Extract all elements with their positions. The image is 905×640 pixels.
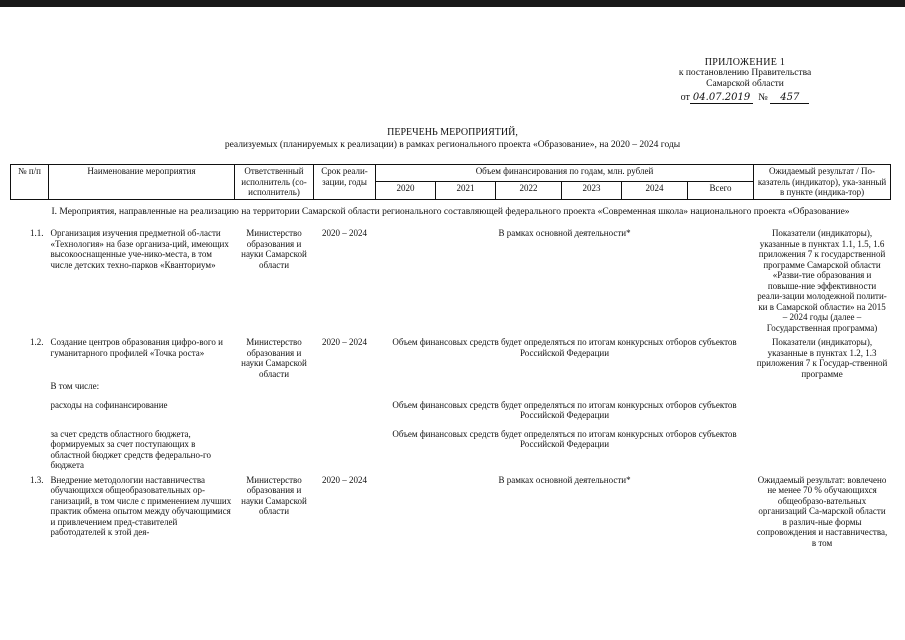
funding-note: Объем финансовых средств будет определяться по итогам конкурсных отборов субъектов Российской Федерации (392, 399, 737, 420)
document-subtitle: реализуемых (планируемых к реализации) в рамках регионального проекта «Образование», на 2020 – 2024 годы (224, 140, 681, 150)
executor: Министерство образования и науки Самарской области (241, 337, 307, 379)
appendix-heading: ПРИЛОЖЕНИЕ 1 (704, 57, 786, 68)
expected-result: Показатели (индикаторы), указанные в пунктах 1.1, 1.5, 1.6 приложения 7 к государственной программе Самарской области «Разви-тие образования и повыше-ние эффективности реали-зации молодежной полити-ки в Самарской области» на 2015 – 2024 годы (далее – Государственная программа) (757, 228, 887, 333)
header-num: № п/п (11, 165, 49, 200)
header-year-2021: 2021 (436, 182, 496, 199)
header-year-2024: 2024 (622, 182, 688, 199)
expected-result: Ожидаемый результат: вовлечено не менее 70 % обучающихся общеобразо-вательных организаций Са-марской области в различ-ные формы сопровождения и наставничества, в том (756, 474, 888, 548)
handwritten-date: 04.07.2019 (690, 92, 753, 104)
measure-name: В том числе: (50, 381, 100, 391)
header-year-2023: 2023 (562, 182, 622, 199)
measure-name: расходы на софинансирование (50, 399, 168, 410)
expected-result: Показатели (индикаторы), указанные в пунктах 1.2, 1.3 приложения 7 к Государ-ственной программе (756, 337, 888, 379)
table-row-1-1 (11, 225, 891, 334)
funding-note: Объем финансовых средств будет определяться по итогам конкурсных отборов субъектов Российской Федерации (392, 337, 737, 358)
measure-name: за счет средств областного бюджета, формируемых за счет поступающих в областной бюджет средств федерально-го бюджета (50, 428, 211, 470)
appendix-date-line (660, 92, 830, 103)
number-prefix: № (758, 92, 768, 103)
appendix-line-2: Самарской области (706, 79, 784, 89)
header-total: Всего (688, 182, 754, 199)
table-row-1-2 (11, 334, 891, 380)
table-row-1-2-including (11, 380, 891, 393)
section-row (11, 199, 891, 225)
executor: Министерство образования и науки Самарской области (241, 474, 307, 516)
row-number: 1.3. (30, 474, 44, 485)
table-row-1-2-regional-budget (11, 428, 891, 472)
header-result: Ожидаемый результат / По-казатель (индикатор), ука-занный в пункте (индика-тор) (754, 165, 891, 200)
table-row-1-3 (11, 472, 891, 550)
scan-top-border (0, 0, 905, 7)
appendix-line-1: к постановлению Правительства (678, 68, 812, 78)
measure-name: Создание центров образования цифро-вого и гуманитарного профилей «Точка роста» (50, 337, 223, 358)
header-funding: Объем финансирования по годам, млн. рублей (376, 165, 754, 182)
handwritten-number: 457 (770, 92, 809, 104)
funding-note: В рамках основной деятельности* (498, 474, 631, 485)
term: 2020 – 2024 (322, 228, 367, 238)
appendix-block (660, 57, 830, 103)
section-heading: I. Мероприятия, направленные на реализацию на территории Самарской области регионального составляющей федерального проекта «Современная школа» национального проекта «Образование» (51, 206, 850, 217)
measure-name: Внедрение методологии наставничества обучающихся общеобразовательных ор-ганизаций, в том числе с применением лучших практик обмена опытом между обучающимися и привлечением пред-ставителей работодателей к этой дея- (50, 474, 232, 537)
header-year-2022: 2022 (496, 182, 562, 199)
funding-note: Объем финансовых средств будет определяться по итогам конкурсных отборов субъектов Российской Федерации (392, 428, 737, 449)
table-row-1-2-cofinancing (11, 399, 891, 422)
header-term: Срок реали-зации, годы (314, 165, 376, 200)
header-executor: Ответственный исполнитель (со-исполнитель) (235, 165, 314, 200)
document-title: ПЕРЕЧЕНЬ МЕРОПРИЯТИЙ, (387, 127, 518, 138)
term: 2020 – 2024 (322, 337, 367, 347)
term: 2020 – 2024 (322, 474, 367, 485)
header-year-2020: 2020 (376, 182, 436, 199)
row-number: 1.2. (30, 337, 44, 347)
measure-name: Организация изучения предметной об-ласти «Технология» на базе организа-ций, имеющих высокооснащенные уче-нико-места, в том числе детских техно-парков «Кванториум» (50, 228, 229, 270)
header-name: Наименование мероприятия (49, 165, 235, 200)
row-number: 1.1. (30, 228, 44, 238)
executor: Министерство образования и науки Самарской области (241, 228, 307, 270)
measures-table (10, 164, 891, 549)
date-prefix: от (680, 92, 690, 103)
funding-note: В рамках основной деятельности* (498, 228, 631, 238)
